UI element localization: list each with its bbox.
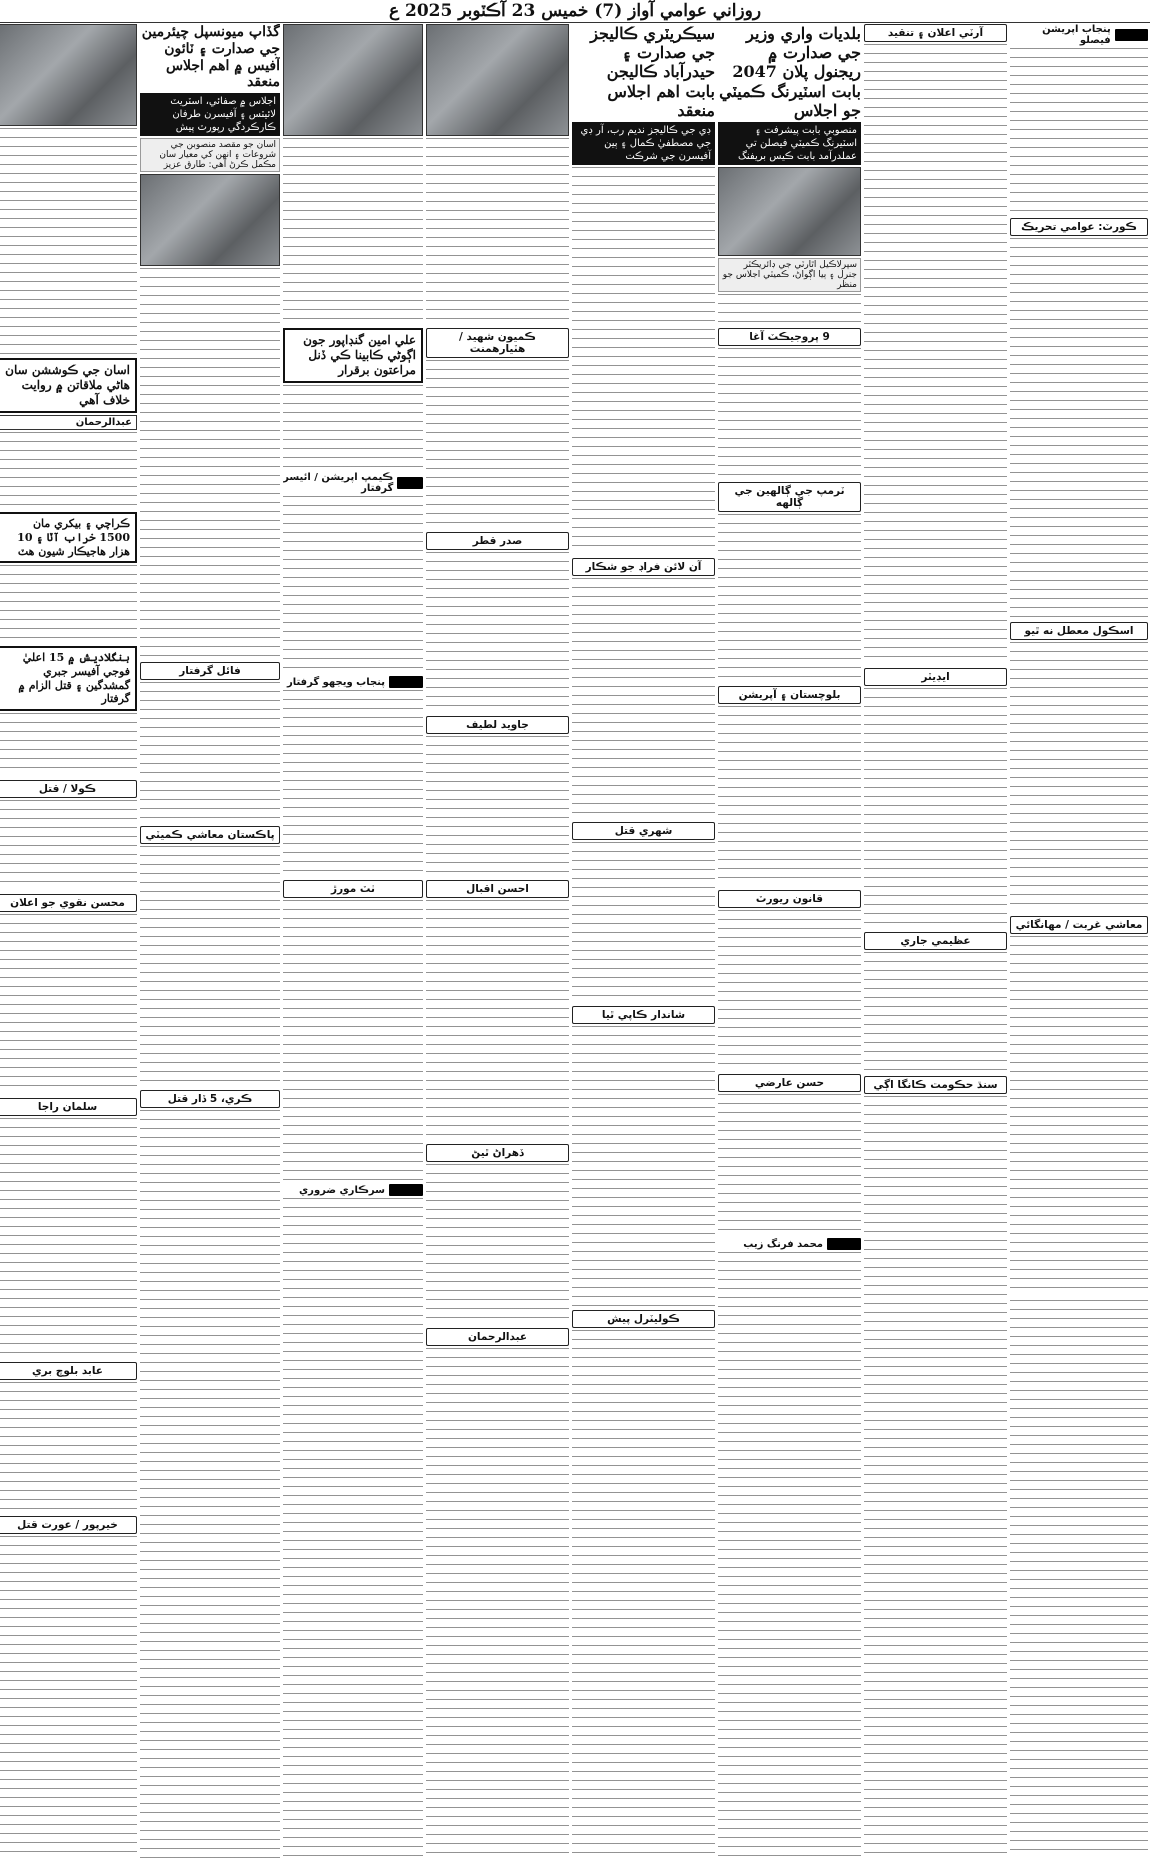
article-text <box>718 1252 861 1858</box>
article-text <box>426 736 569 876</box>
article-text <box>426 1164 569 1324</box>
column-1 <box>1010 24 1148 1858</box>
article-text <box>140 846 280 1086</box>
column-5 <box>426 24 569 1858</box>
byline <box>283 472 423 494</box>
story-headline: ٺٽ مورڙ <box>283 880 423 898</box>
story <box>572 558 715 818</box>
article-text <box>864 952 1007 1072</box>
story <box>718 686 861 886</box>
story-label: پنجاب آپريشن فيصلو <box>1042 24 1111 46</box>
story-headline: عابد بلوچ بري <box>0 1362 137 1380</box>
story <box>426 716 569 876</box>
story-headline: ڪميون شهيد / هٽيارهمنت <box>426 328 569 358</box>
story-headline: محسن نقوي جو اعلان <box>0 894 137 912</box>
story <box>1010 622 1148 912</box>
story-headline: ڪري، 5 ڏار قتل <box>140 1090 280 1108</box>
redaction-mark <box>827 1238 861 1250</box>
story-headline: حسن عارضي <box>718 1074 861 1092</box>
story <box>426 880 569 1140</box>
story <box>0 1516 137 1858</box>
columns-grid <box>2 24 1148 1858</box>
lead-subheadline: منصوبي بابت پيشرفت ۽ اسٽيرنگ ڪميٽي فيصلن تي عملدرآمد بابت ڪيس بريفنگ <box>718 122 861 165</box>
story <box>718 1074 861 1234</box>
story <box>140 662 280 822</box>
story-headline: ڪورٽ: عوامي تحريڪ <box>1010 218 1148 236</box>
story <box>0 646 137 776</box>
article-text <box>0 432 137 508</box>
article-text <box>140 1110 280 1858</box>
byline <box>718 1238 861 1250</box>
article-text <box>0 128 137 354</box>
story <box>864 932 1007 1072</box>
article-text <box>0 713 137 776</box>
article-text <box>572 1330 715 1858</box>
column-3 <box>718 24 861 1858</box>
byline <box>283 676 423 688</box>
story <box>0 1362 137 1512</box>
story-headline: پاڪستان معاشي ڪميٽي <box>140 826 280 844</box>
article-text <box>1010 642 1148 912</box>
meeting-photo <box>140 174 280 266</box>
story-headline: ڪولا / قتل <box>0 780 137 798</box>
byline <box>283 1184 423 1196</box>
story <box>1010 24 1148 214</box>
article-text <box>864 688 1007 928</box>
story-headline: ڪراچي ۽ بيکري مان 1500 خراب آٽا ۽ 10 هزار هاجيڪار شيون هٽ <box>0 512 137 563</box>
byline <box>1010 24 1148 46</box>
article-text <box>283 385 423 468</box>
redaction-mark <box>1115 29 1148 41</box>
story <box>864 1076 1007 1858</box>
story-headline: اسان جي ڪوششن سان هاڻي ملاقاتن ۾ روايت خلاف آهي <box>0 358 137 413</box>
story <box>283 328 423 468</box>
byline-box <box>0 415 137 430</box>
story <box>718 890 861 1070</box>
portrait-photo <box>0 24 137 126</box>
article-text <box>0 1118 137 1358</box>
story <box>140 358 280 658</box>
story <box>1010 916 1148 1296</box>
article-text <box>283 690 423 876</box>
story-headline: ٽرمپ جي ڳالهين جي ڳالهه <box>718 482 861 512</box>
story-label: سرڪاري ضروري <box>299 1184 385 1196</box>
article-text <box>718 348 861 478</box>
article-text <box>426 552 569 712</box>
story <box>1010 218 1148 618</box>
article-text <box>572 1026 715 1306</box>
story-headline: 9 پروجيڪٽ آغا <box>718 328 861 346</box>
story-headline: جاويد لطيف <box>426 716 569 734</box>
story <box>572 1006 715 1306</box>
article-text <box>572 578 715 818</box>
story-subheadline: ڊي جي ڪاليجز نديم رب، آر ڊي جي مصطفيٰ ڪمال ۽ ٻين آفيسرن جي شرڪت <box>572 122 715 165</box>
article-text <box>0 1382 137 1512</box>
story <box>0 24 137 354</box>
story-headline: ايڊيٽر <box>864 668 1007 686</box>
lead-headline: بلديات واري وزير جي صدارت ۾ ريجنول پلان 2047 بابت اسٽيرنگ ڪميٽي جو اجلاس <box>719 24 861 120</box>
story-headline: عبدالرحمان <box>426 1328 569 1346</box>
story <box>140 24 280 354</box>
article-text <box>572 167 715 554</box>
story-headline: شاندار ڪاپي ٿيا <box>572 1006 715 1024</box>
article-text <box>140 682 280 822</box>
story <box>140 826 280 1086</box>
story <box>426 24 569 324</box>
article-text <box>718 1094 861 1234</box>
story-headline: آن لائن فراڊ جو شڪار <box>572 558 715 576</box>
story-headline: شهري قتل <box>572 822 715 840</box>
story <box>718 328 861 478</box>
article-text <box>426 900 569 1140</box>
story-headline: قانون ريورٽ <box>718 890 861 908</box>
lead-story <box>718 24 861 324</box>
story <box>0 358 137 508</box>
story-headline: فائل گرفتار <box>140 662 280 680</box>
story-headline: عظيمي جاري <box>864 932 1007 950</box>
article-text <box>864 44 1007 664</box>
article-text <box>140 358 280 658</box>
story <box>0 780 137 890</box>
story-headline: سلمان راجا <box>0 1098 137 1116</box>
story <box>283 472 423 672</box>
article-text <box>426 1348 569 1858</box>
story <box>426 328 569 528</box>
story-headline: ڪوليٽرل پيش <box>572 1310 715 1328</box>
story <box>426 1144 569 1324</box>
story <box>572 24 715 554</box>
story <box>718 1238 861 1858</box>
meeting-photo <box>283 24 423 136</box>
column-8 <box>0 24 137 1858</box>
story <box>0 512 137 642</box>
article-text <box>0 914 137 1094</box>
article-text <box>426 360 569 528</box>
photo-caption: سپرلاڪيل اٿارٽي جي ڊائريڪٽر جنرل ۽ ٻيا اڳواڻ، ڪميٽي اجلاس جو منظر <box>718 258 861 292</box>
article-text <box>283 1198 423 1858</box>
article-text <box>718 910 861 1070</box>
article-text <box>1010 238 1148 618</box>
article-text <box>0 565 137 642</box>
story <box>0 1098 137 1358</box>
article-text <box>718 294 861 324</box>
meeting-photo <box>718 167 861 256</box>
column-7 <box>140 24 280 1858</box>
story <box>1010 1300 1148 1858</box>
masthead: روزاني عوامي آواز (7) خميس 23 آڪٽوبر 2025 ع <box>0 0 1150 23</box>
article-text <box>426 138 569 324</box>
story <box>864 24 1007 664</box>
story-headline: خيرپور / عورت قتل <box>0 1516 137 1534</box>
article-text <box>283 138 423 324</box>
redaction-mark <box>389 1184 423 1196</box>
story-headline: سيڪريٽري ڪاليجز جي صدارت ۽ حيدرآباد ڪاليجن بابت اهم اجلاس منعقد <box>590 24 715 120</box>
article-text <box>0 800 137 890</box>
story-label: پنجاب ويجهو گرفتار <box>286 676 385 688</box>
story <box>572 822 715 1002</box>
story-subheadline: اجلاس ۾ صفائي، اسٽريٽ لائيٽس ۽ آفيسرن طرفان ڪارڪردگي رپورٽ پيش <box>140 93 280 136</box>
story <box>426 1328 569 1858</box>
story-headline: آرٽي اعلان ۽ تنقيد <box>864 24 1007 42</box>
article-text <box>0 1536 137 1858</box>
story <box>718 482 861 682</box>
story-headline: معاشي غربت / مهانگائي <box>1010 916 1148 934</box>
article-text <box>1010 48 1148 214</box>
story <box>140 1090 280 1858</box>
redaction-mark <box>397 477 423 489</box>
column-6 <box>283 24 423 1858</box>
article-text <box>718 514 861 682</box>
story <box>283 24 423 324</box>
column-4 <box>572 24 715 1858</box>
story <box>283 676 423 876</box>
story <box>426 532 569 712</box>
article-text <box>718 706 861 886</box>
story-headline: اسڪول معطل نه ٿيو <box>1010 622 1148 640</box>
story <box>864 668 1007 928</box>
story <box>0 894 137 1094</box>
redaction-mark <box>389 676 423 688</box>
article-text <box>1010 936 1148 1296</box>
article-text <box>572 842 715 1002</box>
story-label: ڪيمپ آپريشن / آئيسر گرفتار <box>283 472 394 494</box>
story <box>572 1310 715 1858</box>
article-text <box>283 496 423 672</box>
story-headline: گڏاپ ميونسپل چيئرمين جي صدارت ۽ ٽائون آفيس ۾ اهم اجلاس منعقد <box>141 24 280 91</box>
byline-name: عبدالرحمان <box>75 417 132 428</box>
article-text <box>864 1096 1007 1858</box>
story <box>283 880 423 1180</box>
article-text <box>283 900 423 1180</box>
meeting-photo <box>426 24 569 136</box>
photo-caption: اسان جو مقصد منصوبن جي شروعات ۽ انهن کي معيار سان مڪمل ڪرڻ آهي: طارق عزيز <box>140 138 280 172</box>
article-text <box>1010 1300 1148 1858</box>
column-2 <box>864 24 1007 1858</box>
story-headline: سنڌ حڪومت ڪانگا اڳي <box>864 1076 1007 1094</box>
story-label: محمد فرنگ زيب <box>743 1238 823 1250</box>
story-headline: احسن اقبال <box>426 880 569 898</box>
story-headline: صدر قطر <box>426 532 569 550</box>
article-text <box>140 268 280 354</box>
story-headline: بلوچستان ۽ آپريشن <box>718 686 861 704</box>
story-headline: علي امين گنڊاپور جون اڳوڻي ڪابينا ڪي ڏنل مراعتون برقرار <box>283 328 423 383</box>
story <box>283 1184 423 1858</box>
story-headline: ڏهراڻ ٿيڻ <box>426 1144 569 1162</box>
story-headline: بنگلاديش ۾ 15 اعليٰ فوجي آفيسر جبري گمشدگين ۽ قتل الزام ۾ گرفتار <box>0 646 137 711</box>
